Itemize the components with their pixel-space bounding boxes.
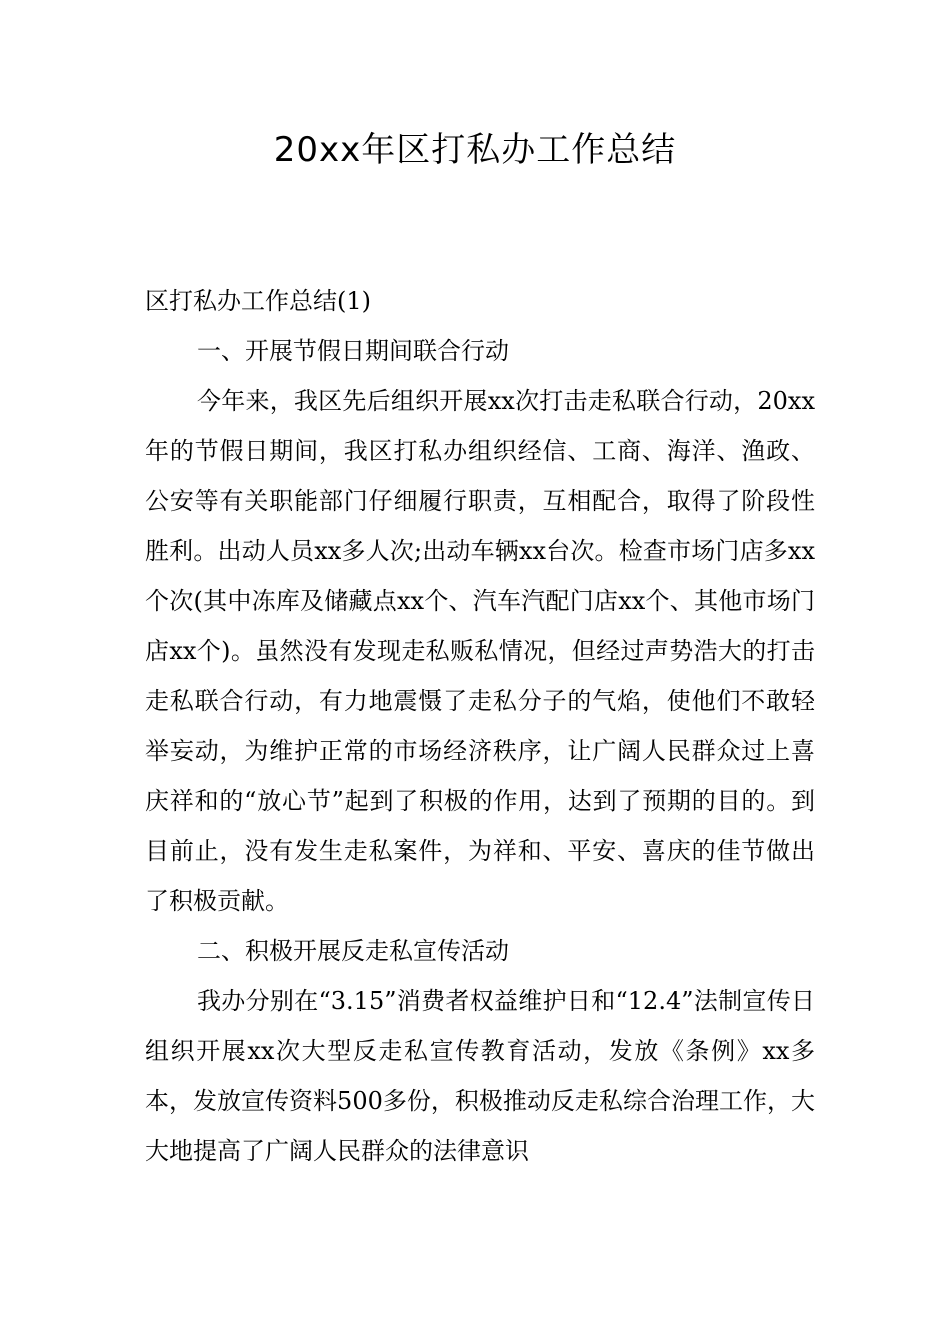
document-subtitle: 区打私办工作总结(1)	[145, 287, 371, 315]
section-1-paragraph: 今年来，我区先后组织开展xx次打击走私联合行动，20xx年的节假日期间，我区打私办组织经信、工商、海洋、渔政、公安等有关职能部门仔细履行职责，互相配合，取得了阶段性胜利。出动人员xx多人次;出动车辆xx台次。检查市场门店多xx个次(其中冻库及储藏点xx个、汽车汽配门店xx个、其他市场门店xx个)。虽然没有发现走私贩私情况，但经过声势浩大的打击走私联合行动，有力地震慑了走私分子的气焰，使他们不敢轻举妄动，为维护正常的市场经济秩序，让广阔人民群众过上喜庆祥和的“放心节”起到了积极的作用，达到了预期的目的。到目前止，没有发生走私案件，为祥和、平安、喜庆的佳节做出了积极贡献。	[145, 387, 815, 915]
section-2-heading: 二、积极开展反走私宣传活动	[197, 937, 509, 965]
document-title: 20xx年区打私办工作总结	[273, 130, 677, 170]
section-2-paragraph: 我办分别在“3.15”消费者权益维护日和“12.4”法制宣传日组织开展xx次大型反走私宣传教育活动，发放《条例》xx多本，发放宣传资料500多份，积极推动反走私综合治理工作，大大地提高了广阔人民群众的法律意识	[145, 987, 815, 1165]
section-1-heading: 一、开展节假日期间联合行动	[197, 337, 509, 365]
document-body	[145, 276, 815, 1176]
